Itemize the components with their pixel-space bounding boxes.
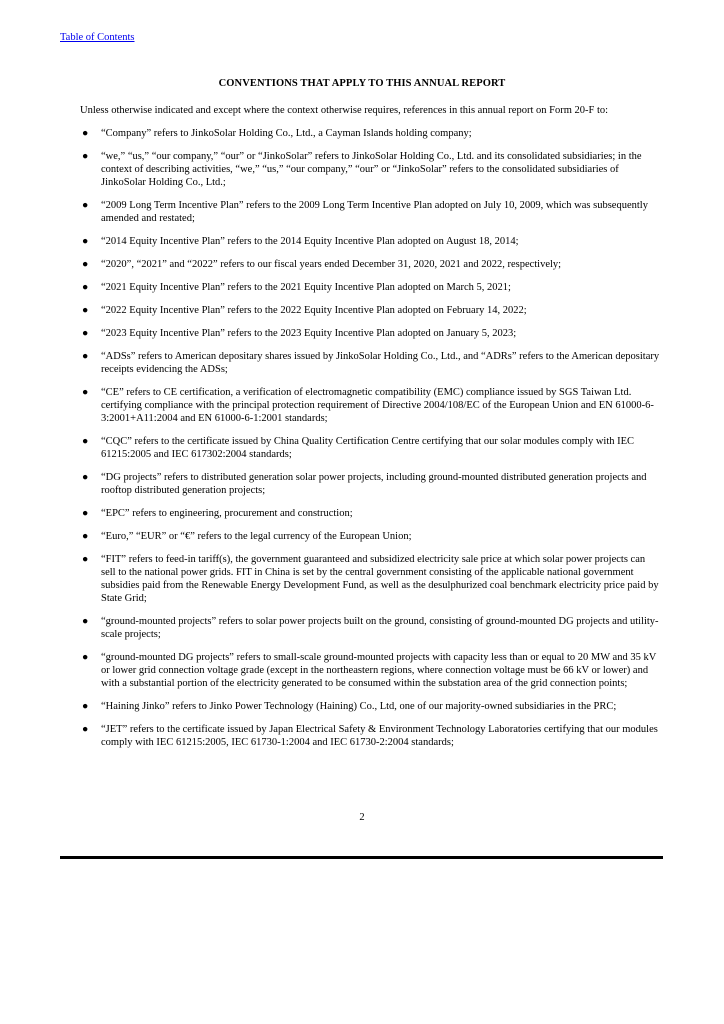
list-item-text: “FIT” refers to feed-in tariff(s), the government guaranteed and subsidized electricity sale price at which solar power projects can sell to the national power grids. FIT in China is set by the central government consisting of the applicable national government subsidies paid from the Renewable Energy Development Fund, as well as the desulphurized coal benchmark electricity price paid by State Grid; [101, 554, 659, 604]
bullet-icon: ● [82, 531, 89, 542]
list-item-text: “Haining Jinko” refers to Jinko Power Technology (Haining) Co., Ltd, one of our majority-owned subsidiaries in the PRC; [101, 701, 617, 712]
bullet-icon: ● [82, 328, 89, 339]
list-item-text: “ground-mounted DG projects” refers to small-scale ground-mounted projects with capacity less than or equal to 20 MW and 35 kV or lower grid connection voltage grade (except in the northeastern regions, where connection voltage must be 66 kV or lower) and with a substantial portion of the electricity generated to be consumed within the substation area of the grid connection points; [101, 652, 657, 689]
bullet-icon: ● [82, 387, 89, 398]
list-item [80, 258, 660, 271]
bullet-icon: ● [82, 436, 89, 447]
list-item [80, 304, 660, 317]
list-item-text: “2014 Equity Incentive Plan” refers to the 2014 Equity Incentive Plan adopted on August 18, 2014; [101, 236, 519, 247]
list-item [80, 471, 660, 497]
list-item-text: “CE” refers to CE certification, a verification of electromagnetic compatibility (EMC) compliance issued by SGS Taiwan Ltd. certifying compliance with the principal protection requirement of Directive 2004/108/EC of the European Union and EN 61000-6-3:2001+A11:2004 and EN 61000-6-1:2001 standards; [101, 387, 654, 424]
list-item-text: “ground-mounted projects” refers to solar power projects built on the ground, consisting of ground-mounted DG projects and utility-scale projects; [101, 616, 659, 640]
bullet-icon: ● [82, 701, 89, 712]
list-item-text: “EPC” refers to engineering, procurement and construction; [101, 508, 353, 519]
list-item [80, 700, 660, 713]
bullet-icon: ● [82, 282, 89, 293]
bullet-icon: ● [82, 472, 89, 483]
list-item-text: “ADSs” refers to American depositary shares issued by JinkoSolar Holding Co., Ltd., and “ADRs” refers to the American depositary receipts evidencing the ADSs; [101, 351, 660, 375]
list-item [80, 651, 660, 690]
bullet-icon: ● [82, 151, 89, 162]
list-item-text: “2023 Equity Incentive Plan” refers to the 2023 Equity Incentive Plan adopted on January 5, 2023; [101, 328, 517, 339]
list-item [80, 386, 660, 425]
page-title: CONVENTIONS THAT APPLY TO THIS ANNUAL REPORT [218, 78, 506, 89]
list-item [80, 435, 660, 461]
bullet-icon: ● [82, 236, 89, 247]
list-item [80, 723, 660, 749]
list-item-text: “CQC” refers to the certificate issued by China Quality Certification Centre certifying that our solar modules comply with IEC 61215:2005 and IEC 617302:2004 standards; [101, 436, 635, 460]
intro-paragraph: Unless otherwise indicated and except where the context otherwise requires, references in this annual report on Form 20-F to: [80, 105, 609, 116]
bullet-icon: ● [82, 652, 89, 663]
list-item [80, 507, 660, 520]
list-item [80, 281, 660, 294]
list-item-text: “Euro,” “EUR” or “€” refers to the legal currency of the European Union; [101, 531, 412, 542]
list-item-text: “JET” refers to the certificate issued by Japan Electrical Safety & Environment Technology Laboratories certifying that our modules comply with IEC 61215:2005, IEC 61730-1:2004 and IEC 61730-2:2004 standards; [101, 724, 658, 748]
list-item [80, 350, 660, 376]
page-number: 2 [359, 812, 365, 823]
bullet-icon: ● [82, 128, 89, 139]
list-item-text: “we,” “us,” “our company,” “our” or “JinkoSolar” refers to JinkoSolar Holding Co., Ltd. and its consolidated subsidiaries; in the context of describing activities, “we,” “us,” “our company,” “our” or “JinkoSolar” refers to the consolidated subsidiaries of JinkoSolar Holding Co., Ltd.; [101, 151, 642, 188]
conventions-list [80, 127, 660, 759]
list-item-text: “Company” refers to JinkoSolar Holding Co., Ltd., a Cayman Islands holding company; [101, 128, 472, 139]
list-item [80, 327, 660, 340]
list-item-text: “2021 Equity Incentive Plan” refers to the 2021 Equity Incentive Plan adopted on March 5, 2021; [101, 282, 511, 293]
list-item [80, 150, 660, 189]
bullet-icon: ● [82, 200, 89, 211]
bullet-icon: ● [82, 259, 89, 270]
list-item [80, 553, 660, 605]
list-item-text: “2022 Equity Incentive Plan” refers to the 2022 Equity Incentive Plan adopted on February 14, 2022; [101, 305, 527, 316]
bullet-icon: ● [82, 616, 89, 627]
bullet-icon: ● [82, 554, 89, 565]
table-of-contents-link[interactable]: Table of Contents [60, 32, 135, 43]
footer-divider [60, 856, 663, 859]
list-item [80, 235, 660, 248]
bullet-icon: ● [82, 508, 89, 519]
list-item-text: “DG projects” refers to distributed generation solar power projects, including ground-mounted distributed generation projects and rooftop distributed generation projects; [101, 472, 647, 496]
list-item [80, 530, 660, 543]
list-item-text: “2020”, “2021” and “2022” refers to our fiscal years ended December 31, 2020, 2021 and 2022, respectively; [101, 259, 562, 270]
bullet-icon: ● [82, 305, 89, 316]
bullet-icon: ● [82, 351, 89, 362]
list-item-text: “2009 Long Term Incentive Plan” refers to the 2009 Long Term Incentive Plan adopted on July 10, 2009, which was subsequently amended and restated; [101, 200, 648, 224]
list-item [80, 615, 660, 641]
list-item [80, 199, 660, 225]
list-item [80, 127, 660, 140]
bullet-icon: ● [82, 724, 89, 735]
